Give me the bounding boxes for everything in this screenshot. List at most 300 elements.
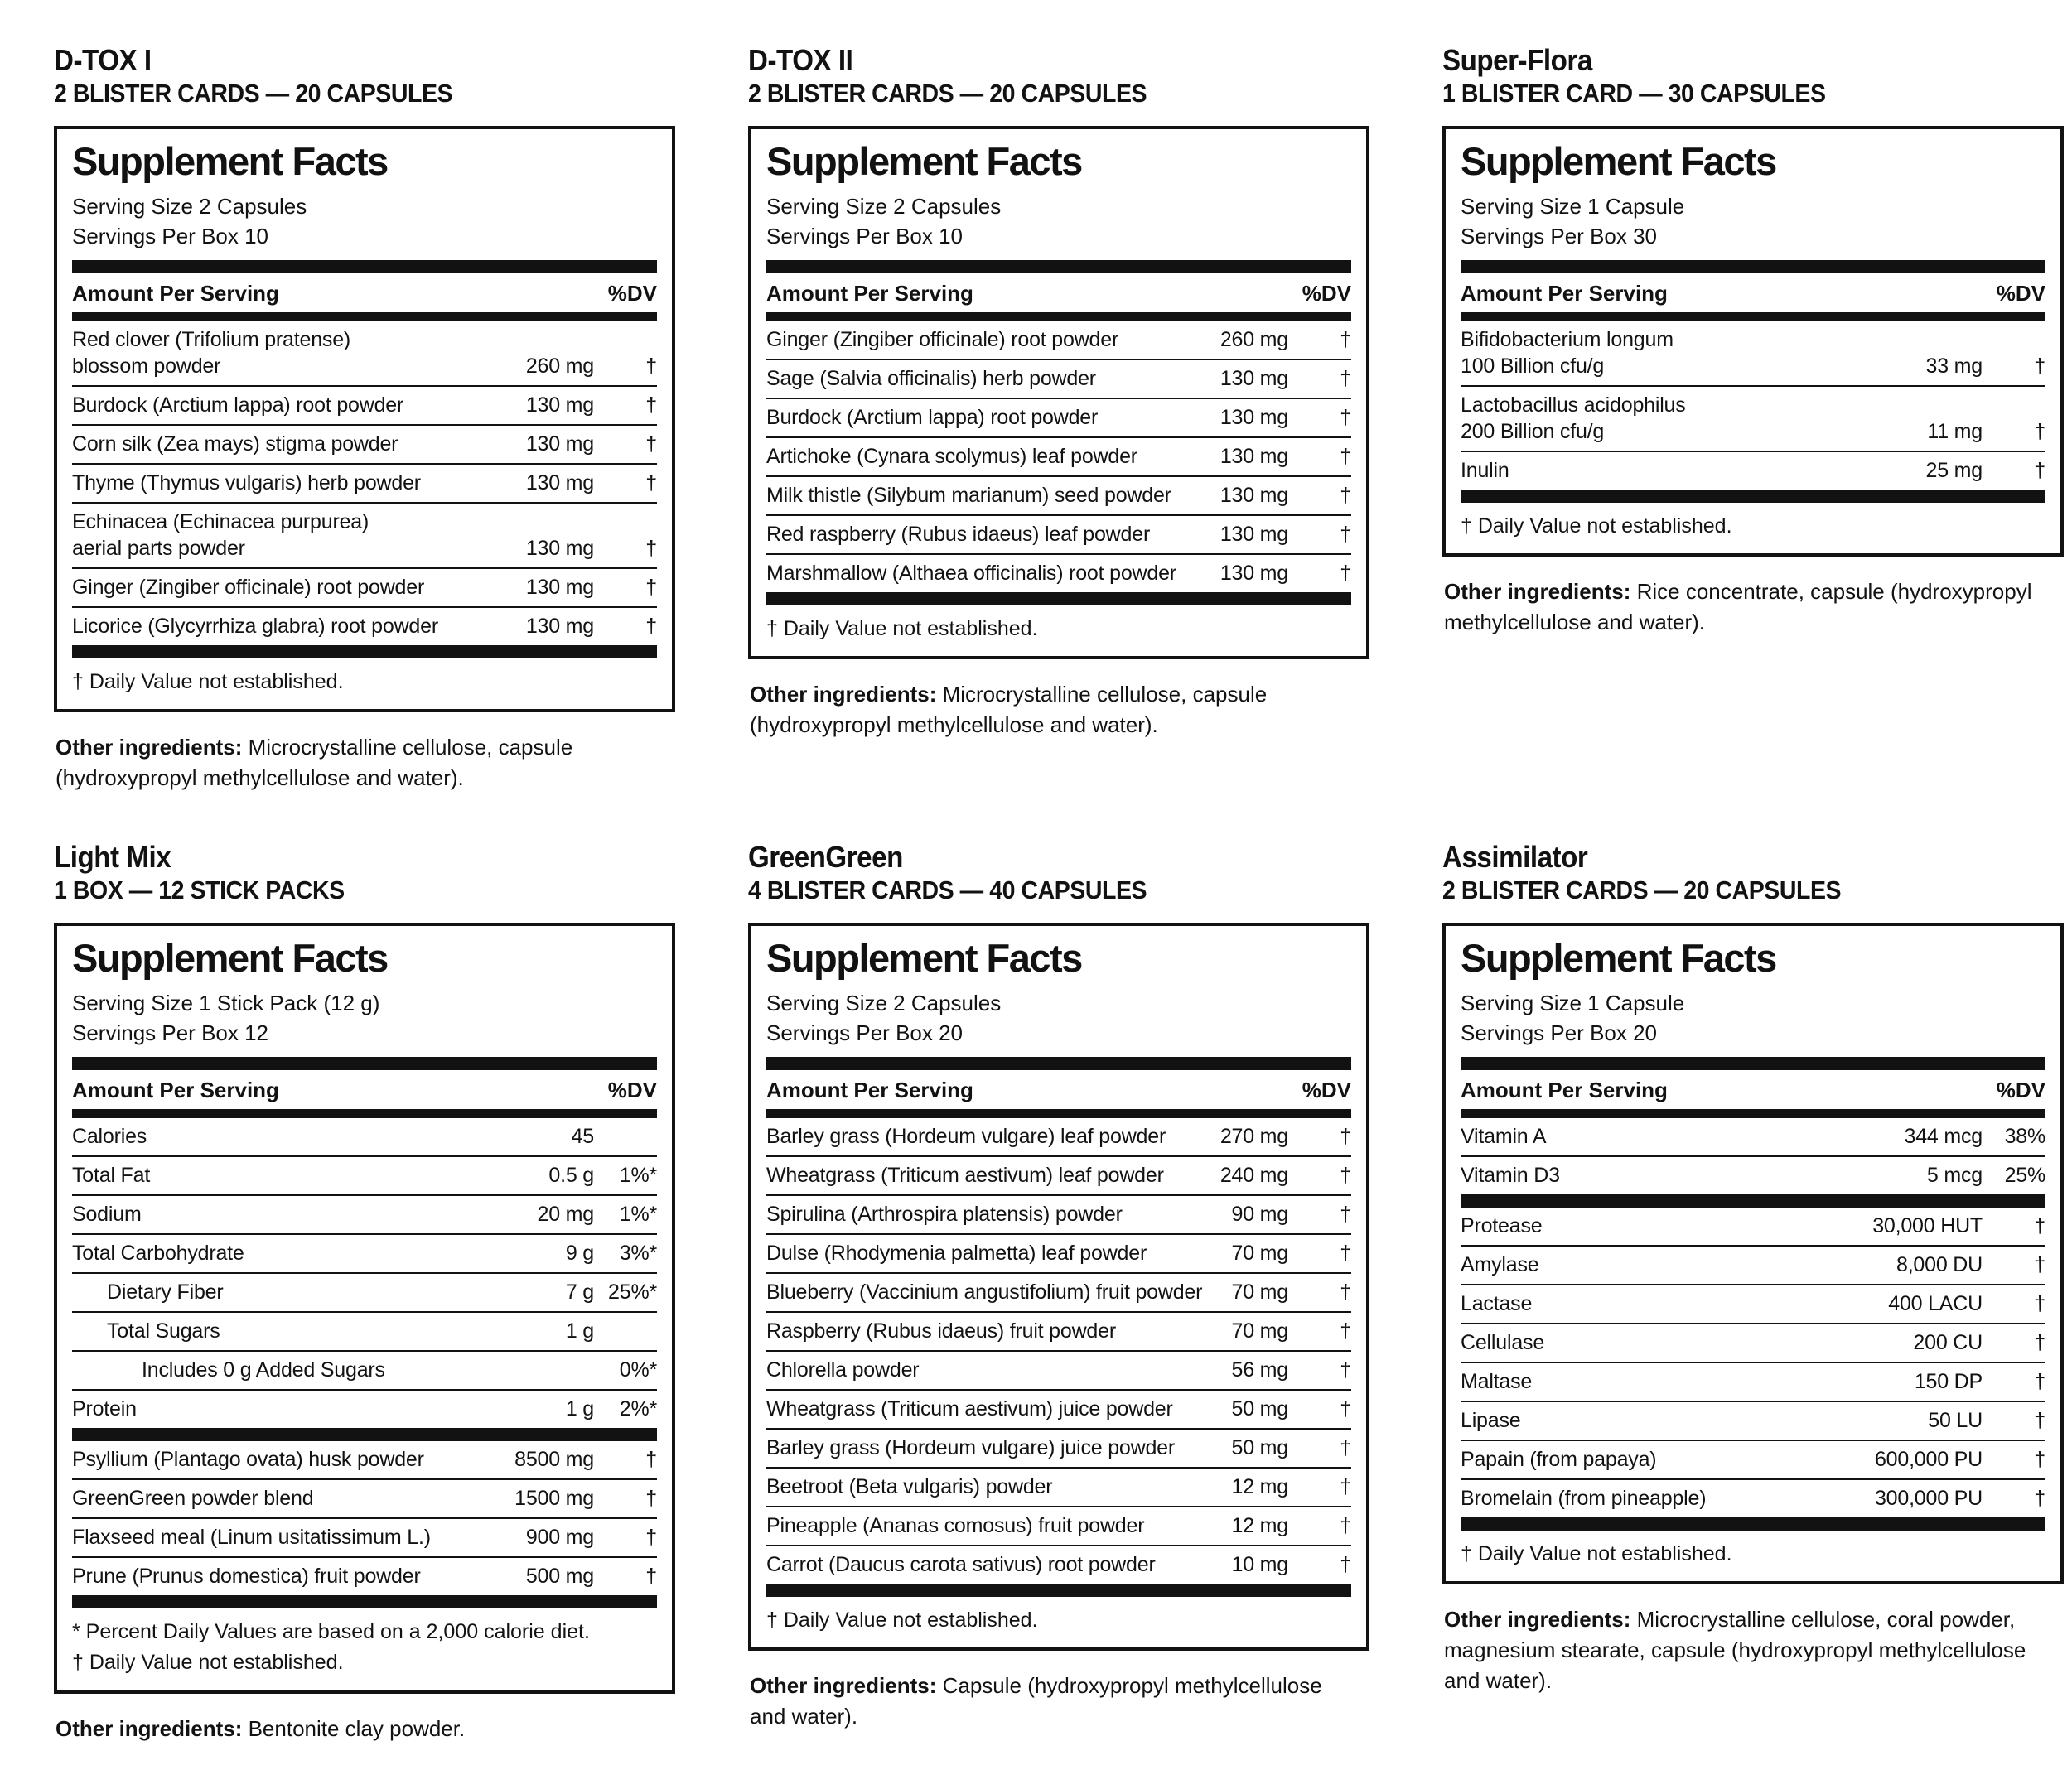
ingredient-dv: † xyxy=(2034,1486,2045,1510)
ingredient-row xyxy=(72,463,657,502)
ingredient-row xyxy=(72,385,657,424)
ingredient-name: Red clover (Trifolium pratense) blossom powder xyxy=(72,326,526,379)
column-header-row xyxy=(1461,273,2045,312)
ingredient-dv: † xyxy=(1340,366,1351,390)
ingredient-name-line2: 100 Billion cfu/g xyxy=(1461,354,1605,378)
column-header-row xyxy=(766,1070,1351,1109)
ingredient-name: Barley grass (Hordeum vulgare) juice powder xyxy=(766,1435,1175,1459)
separator-bar-thick xyxy=(766,592,1351,605)
ingredient-row xyxy=(766,1118,1351,1155)
other-ingredients-text: Rice concentrate, capsule (hydroxypropyl methylcellulose and water). xyxy=(1444,579,2032,635)
ingredient-name: Dietary Fiber xyxy=(107,1280,224,1304)
ingredient-dv: † xyxy=(2034,1330,2045,1354)
ingredient-name-line2: blossom powder xyxy=(72,354,221,378)
ingredient-amount: 1500 mg xyxy=(514,1486,594,1510)
ingredient-dv: † xyxy=(2034,419,2045,443)
ingredient-amount: 270 mg xyxy=(1220,1124,1288,1148)
column-header-row xyxy=(1461,1070,2045,1109)
ingredient-name: Sage (Salvia officinalis) herb powder xyxy=(766,366,1096,390)
ingredient-name: Burdock (Arctium lappa) root powder xyxy=(766,405,1099,429)
ingredient-dv: † xyxy=(2034,354,2045,378)
ingredient-rows xyxy=(72,321,657,645)
dv-header: %DV xyxy=(1302,1077,1351,1102)
facts-title: Supplement Facts xyxy=(72,935,388,980)
ingredient-dv: † xyxy=(2034,1369,2045,1393)
footnote: † Daily Value not established. xyxy=(72,669,344,693)
ingredient-amount: 70 mg xyxy=(1231,1319,1288,1343)
ingredient-dv: † xyxy=(645,354,657,378)
ingredient-amount: 11 mg xyxy=(1927,419,1983,443)
ingredient-dv: † xyxy=(1340,1163,1351,1187)
facts-title: Supplement Facts xyxy=(1461,138,1776,183)
ingredient-name: Cellulase xyxy=(1461,1330,1545,1354)
ingredient-amount: 130 mg xyxy=(1220,366,1288,390)
panel-super-flora xyxy=(1442,43,2064,638)
ingredient-amount: 600,000 PU xyxy=(1874,1447,1983,1471)
separator-bar-thick xyxy=(72,645,657,658)
ingredient-row xyxy=(72,1517,657,1556)
separator-bar-thick xyxy=(72,1595,657,1608)
ingredient-name: Ginger (Zingiber officinale) root powder xyxy=(72,575,425,599)
ingredient-name: Raspberry (Rubus idaeus) fruit powder xyxy=(766,1319,1116,1343)
servings-per-box: Servings Per Box 10 xyxy=(766,224,964,249)
ingredient-row xyxy=(1461,1362,2045,1401)
separator-bar-medium xyxy=(1461,1109,2045,1118)
ingredient-name: Marshmallow (Althaea officinalis) root powder xyxy=(766,561,1176,585)
ingredient-dv: † xyxy=(2034,1291,2045,1315)
supplement-facts-box xyxy=(1442,923,2064,1585)
panel-greengreen xyxy=(748,840,1369,1732)
ingredient-name: Pineapple (Ananas comosus) fruit powder xyxy=(766,1513,1145,1537)
ingredient-amount: 344 mcg xyxy=(1904,1124,1983,1148)
ingredient-dv: † xyxy=(1340,1319,1351,1343)
other-ingredients xyxy=(1444,576,2041,638)
column-header-row xyxy=(72,273,657,312)
column-header-row xyxy=(766,273,1351,312)
ingredient-amount: 500 mg xyxy=(525,1564,594,1588)
section-divider-bar xyxy=(72,1428,657,1441)
ingredient-amount: 45 xyxy=(571,1124,594,1148)
ingredient-amount: 130 mg xyxy=(1220,444,1288,468)
column-header-row xyxy=(72,1070,657,1109)
product-title-block xyxy=(1442,840,2014,906)
amount-per-serving-header: Amount Per Serving xyxy=(766,280,973,306)
other-ingredients-label: Other ingredients: xyxy=(750,1673,937,1699)
ingredient-amount: 8500 mg xyxy=(514,1447,594,1471)
ingredient-amount: 300,000 PU xyxy=(1874,1486,1983,1510)
ingredient-amount: 130 mg xyxy=(525,470,594,494)
other-ingredients-text: Bentonite clay powder. xyxy=(248,1715,466,1741)
ingredient-amount: 130 mg xyxy=(1220,483,1288,507)
ingredient-name: Chlorella powder xyxy=(766,1358,920,1382)
separator-bar-medium xyxy=(72,1109,657,1118)
ingredient-dv: † xyxy=(1340,522,1351,546)
separator-bar-thick xyxy=(72,1057,657,1070)
ingredient-row xyxy=(72,1556,657,1595)
panel-dtox-1 xyxy=(54,43,675,793)
ingredient-dv: † xyxy=(645,614,657,638)
servings-per-box: Servings Per Box 20 xyxy=(766,1020,964,1046)
other-ingredients-text: Microcrystalline cellulose, coral powder, magnesium stearate, capsule (hydroxypropyl methylcellulose and water). xyxy=(1444,1607,2026,1694)
ingredient-row xyxy=(766,321,1351,359)
separator-bar-medium xyxy=(766,1109,1351,1118)
other-ingredients-text: Microcrystalline cellulose, capsule (hydroxypropyl methylcellulose and water). xyxy=(750,682,1268,738)
ingredient-row xyxy=(72,1272,657,1311)
ingredient-row xyxy=(766,398,1351,436)
panels-grid xyxy=(54,43,2064,1744)
ingredient-amount: 70 mg xyxy=(1231,1280,1288,1304)
supplement-facts-box xyxy=(1442,126,2064,557)
ingredient-dv: † xyxy=(1340,1124,1351,1148)
ingredient-name: Corn silk (Zea mays) stigma powder xyxy=(72,432,398,456)
serving-info xyxy=(766,191,1351,252)
ingredient-name: Beetroot (Beta vulgaris) powder xyxy=(766,1474,1053,1498)
pack-info: 2 BLISTER CARDS — 20 CAPSULES xyxy=(748,79,1147,109)
facts-title: Supplement Facts xyxy=(72,138,388,183)
ingredient-row xyxy=(766,1545,1351,1584)
separator-bar-thick xyxy=(1461,1517,2045,1531)
other-ingredients xyxy=(750,679,1346,740)
ingredient-name: Calories xyxy=(72,1124,147,1148)
ingredient-amount: 130 mg xyxy=(525,536,594,560)
ingredient-rows xyxy=(766,321,1351,592)
ingredient-dv: † xyxy=(645,575,657,599)
serving-size: Serving Size 1 Capsule xyxy=(1461,991,1685,1015)
serving-size: Serving Size 1 Capsule xyxy=(1461,194,1685,219)
supplement-facts-box xyxy=(748,923,1369,1652)
ingredient-amount: 12 mg xyxy=(1231,1513,1288,1537)
ingredient-amount: 260 mg xyxy=(1220,327,1288,351)
ingredient-dv: † xyxy=(645,470,657,494)
ingredient-amount: 30,000 HUT xyxy=(1872,1213,1983,1237)
ingredient-name: Wheatgrass (Triticum aestivum) leaf powder xyxy=(766,1163,1164,1187)
ingredient-name: Lactase xyxy=(1461,1291,1533,1315)
ingredient-rows xyxy=(1461,321,2045,490)
ingredient-name: Protein xyxy=(72,1396,137,1420)
ingredient-name: Licorice (Glycyrrhiza glabra) root powder xyxy=(72,614,438,638)
serving-size: Serving Size 2 Capsules xyxy=(72,194,307,219)
ingredient-amount: 10 mg xyxy=(1231,1552,1288,1576)
serving-info xyxy=(1461,191,2045,252)
ingredient-amount: 0.5 g xyxy=(548,1163,594,1187)
ingredient-row xyxy=(72,502,657,567)
ingredient-row xyxy=(1461,1155,2045,1194)
product-title-block xyxy=(748,43,1320,109)
ingredient-amount: 50 mg xyxy=(1231,1396,1288,1420)
ingredient-dv: 1%* xyxy=(619,1163,657,1187)
ingredient-dv: 2%* xyxy=(619,1396,657,1420)
ingredient-name: Maltase xyxy=(1461,1369,1533,1393)
ingredient-row xyxy=(72,1155,657,1194)
ingredient-name: Vitamin A xyxy=(1461,1124,1547,1148)
ingredient-dv: 3%* xyxy=(619,1241,657,1265)
ingredient-name: Spirulina (Arthrospira platensis) powder xyxy=(766,1202,1123,1226)
ingredient-row xyxy=(766,1428,1351,1467)
ingredient-name: Dulse (Rhodymenia palmetta) leaf powder xyxy=(766,1241,1147,1265)
other-ingredients xyxy=(56,732,652,793)
ingredient-row xyxy=(766,514,1351,553)
ingredient-dv: † xyxy=(1340,444,1351,468)
panel-dtox-2 xyxy=(748,43,1369,740)
separator-bar-thick xyxy=(766,1584,1351,1597)
pack-info: 2 BLISTER CARDS — 20 CAPSULES xyxy=(1442,875,1842,905)
product-title-block xyxy=(54,43,625,109)
ingredient-dv: † xyxy=(645,1447,657,1471)
ingredient-amount: 5 mcg xyxy=(1926,1163,1983,1187)
ingredient-row xyxy=(766,359,1351,398)
footnotes xyxy=(72,658,657,698)
ingredient-row xyxy=(1461,1478,2045,1517)
supplement-facts-box xyxy=(54,126,675,713)
ingredient-name: Sodium xyxy=(72,1202,142,1226)
serving-info xyxy=(1461,988,2045,1049)
servings-per-box: Servings Per Box 12 xyxy=(72,1020,269,1046)
other-ingredients-label: Other ingredients: xyxy=(56,1715,243,1741)
other-ingredients-label: Other ingredients: xyxy=(56,735,243,760)
ingredient-dv: † xyxy=(645,1525,657,1549)
separator-bar-thick xyxy=(766,260,1351,273)
ingredient-name: Total Sugars xyxy=(107,1319,220,1343)
ingredient-name: Prune (Prunus domestica) fruit powder xyxy=(72,1564,421,1588)
ingredient-name: Red raspberry (Rubus idaeus) leaf powder xyxy=(766,522,1151,546)
ingredient-amount: 70 mg xyxy=(1231,1241,1288,1265)
amount-per-serving-header: Amount Per Serving xyxy=(72,1077,279,1102)
serving-info xyxy=(72,988,657,1049)
ingredient-dv: † xyxy=(1340,1280,1351,1304)
footnotes xyxy=(1461,1531,2045,1570)
other-ingredients xyxy=(750,1671,1346,1732)
ingredient-dv: † xyxy=(645,1486,657,1510)
ingredient-row xyxy=(1461,1208,2045,1245)
ingredient-dv: † xyxy=(1340,1474,1351,1498)
ingredient-amount: 130 mg xyxy=(1220,405,1288,429)
ingredient-name: Includes 0 g Added Sugars xyxy=(142,1358,385,1382)
ingredient-amount: 50 LU xyxy=(1928,1408,1983,1432)
ingredient-dv: † xyxy=(1340,1396,1351,1420)
ingredient-rows xyxy=(766,1118,1351,1584)
ingredient-name-line2: aerial parts powder xyxy=(72,536,245,560)
ingredient-amount: 130 mg xyxy=(525,393,594,417)
ingredient-row xyxy=(72,1233,657,1272)
ingredient-name: Ginger (Zingiber officinale) root powder xyxy=(766,327,1119,351)
separator-bar-medium xyxy=(1461,312,2045,321)
ingredient-dv: † xyxy=(1340,405,1351,429)
serving-size: Serving Size 1 Stick Pack (12 g) xyxy=(72,991,380,1015)
ingredient-amount: 20 mg xyxy=(537,1202,594,1226)
ingredient-row xyxy=(766,436,1351,475)
pack-info: 4 BLISTER CARDS — 40 CAPSULES xyxy=(748,875,1147,905)
product-title-block xyxy=(1442,43,2014,109)
ingredient-dv: † xyxy=(1340,1552,1351,1576)
ingredient-name: Artichoke (Cynara scolymus) leaf powder xyxy=(766,444,1137,468)
ingredient-amount: 150 DP xyxy=(1914,1369,1983,1393)
separator-bar-medium xyxy=(766,312,1351,321)
ingredient-amount: 25 mg xyxy=(1925,458,1983,482)
ingredient-name: Papain (from papaya) xyxy=(1461,1447,1657,1471)
panel-light-mix xyxy=(54,840,675,1744)
dv-header: %DV xyxy=(1996,1077,2045,1102)
ingredient-amount: 33 mg xyxy=(1925,354,1983,378)
separator-bar-thick xyxy=(1461,1057,2045,1070)
amount-per-serving-header: Amount Per Serving xyxy=(72,280,279,306)
ingredient-name: Protease xyxy=(1461,1213,1543,1237)
separator-bar-medium xyxy=(72,312,657,321)
footnote: † Daily Value not established. xyxy=(766,616,1038,640)
ingredient-row xyxy=(1461,385,2045,451)
ingredient-dv: † xyxy=(2034,1213,2045,1237)
ingredient-name: Burdock (Arctium lappa) root powder xyxy=(72,393,404,417)
ingredient-amount: 130 mg xyxy=(1220,522,1288,546)
ingredient-dv: 1%* xyxy=(619,1202,657,1226)
separator-bar-thick xyxy=(766,1057,1351,1070)
product-name: GreenGreen xyxy=(748,840,903,874)
ingredient-name: Psyllium (Plantago ovata) husk powder xyxy=(72,1447,424,1471)
ingredient-dv: 25%* xyxy=(608,1280,657,1304)
ingredient-amount: 400 LACU xyxy=(1888,1291,1983,1315)
ingredient-row xyxy=(1461,1323,2045,1362)
ingredient-name: Inulin xyxy=(1461,458,1509,482)
footnote: † Daily Value not established. xyxy=(766,1608,1038,1632)
ingredient-name: Barley grass (Hordeum vulgare) leaf powder xyxy=(766,1124,1166,1148)
ingredient-dv: † xyxy=(1340,327,1351,351)
ingredient-name: Amylase xyxy=(1461,1252,1539,1276)
amount-per-serving-header: Amount Per Serving xyxy=(1461,280,1668,306)
pack-info: 1 BOX — 12 STICK PACKS xyxy=(54,875,345,905)
ingredient-dv: † xyxy=(645,432,657,456)
ingredient-name: Blueberry (Vaccinium angustifolium) fruit powder xyxy=(766,1280,1203,1304)
ingredient-dv: † xyxy=(1340,1241,1351,1265)
ingredient-name: Lipase xyxy=(1461,1408,1521,1432)
servings-per-box: Servings Per Box 20 xyxy=(1461,1020,1658,1046)
ingredient-dv: † xyxy=(645,393,657,417)
ingredient-amount: 130 mg xyxy=(1220,561,1288,585)
amount-per-serving-header: Amount Per Serving xyxy=(766,1077,973,1102)
ingredient-name: Milk thistle (Silybum marianum) seed powder xyxy=(766,483,1171,507)
ingredient-amount: 200 CU xyxy=(1913,1330,1983,1354)
ingredient-name: Vitamin D3 xyxy=(1461,1163,1560,1187)
footnote: † Daily Value not established. xyxy=(1461,514,1732,538)
separator-bar-thick xyxy=(72,260,657,273)
ingredient-row xyxy=(72,1194,657,1233)
ingredient-name: Bifidobacterium longum 100 Billion cfu/g xyxy=(1461,326,1926,379)
ingredient-name: Wheatgrass (Triticum aestivum) juice powder xyxy=(766,1396,1173,1420)
other-ingredients-label: Other ingredients: xyxy=(1444,1607,1631,1633)
ingredient-name: Total Fat xyxy=(72,1163,151,1187)
dv-header: %DV xyxy=(607,280,657,306)
product-title-block xyxy=(54,840,625,906)
supplement-facts-box xyxy=(748,126,1369,660)
ingredient-row xyxy=(72,1118,657,1155)
ingredient-rows xyxy=(72,1118,657,1595)
footnote: † Daily Value not established. xyxy=(1461,1541,1732,1565)
ingredient-row xyxy=(1461,1440,2045,1478)
ingredient-dv: † xyxy=(2034,1408,2045,1432)
ingredient-amount: 90 mg xyxy=(1231,1202,1288,1226)
serving-size: Serving Size 2 Capsules xyxy=(766,194,1002,219)
footnotes xyxy=(72,1608,657,1679)
other-ingredients-label: Other ingredients: xyxy=(750,682,937,707)
ingredient-name: Bromelain (from pineapple) xyxy=(1461,1486,1707,1510)
ingredient-dv: † xyxy=(645,1564,657,1588)
ingredient-name-line2: 200 Billion cfu/g xyxy=(1461,419,1605,443)
footnotes xyxy=(766,605,1351,645)
ingredient-amount: 1 g xyxy=(565,1396,594,1420)
ingredient-row xyxy=(1461,1284,2045,1323)
ingredient-name: Lactobacillus acidophilus 200 Billion cfu/g xyxy=(1461,392,1927,445)
ingredient-dv: † xyxy=(1340,1202,1351,1226)
facts-title: Supplement Facts xyxy=(766,138,1082,183)
other-ingredients-text: Microcrystalline cellulose, capsule (hydroxypropyl methylcellulose and water). xyxy=(56,735,573,791)
ingredient-amount: 130 mg xyxy=(525,614,594,638)
ingredient-name: Total Carbohydrate xyxy=(72,1241,244,1265)
dv-header: %DV xyxy=(1302,280,1351,306)
ingredient-row xyxy=(766,1467,1351,1506)
ingredient-dv: 25% xyxy=(2004,1163,2045,1187)
ingredient-amount: 56 mg xyxy=(1231,1358,1288,1382)
ingredient-row xyxy=(72,1350,657,1389)
ingredient-row xyxy=(766,475,1351,514)
separator-bar-thick xyxy=(1461,490,2045,503)
ingredient-row xyxy=(1461,1401,2045,1440)
ingredient-amount: 9 g xyxy=(565,1241,594,1265)
serving-info xyxy=(766,988,1351,1049)
other-ingredients-label: Other ingredients: xyxy=(1444,579,1631,605)
ingredient-dv: 0%* xyxy=(619,1358,657,1382)
product-name: D-TOX II xyxy=(748,43,853,77)
ingredient-row xyxy=(766,1389,1351,1428)
product-title-block xyxy=(748,840,1320,906)
other-ingredients xyxy=(56,1714,652,1744)
ingredient-row xyxy=(72,321,657,385)
ingredient-amount: 1 g xyxy=(565,1319,594,1343)
ingredient-row xyxy=(766,1506,1351,1545)
ingredient-name: Flaxseed meal (Linum usitatissimum L.) xyxy=(72,1525,431,1549)
ingredient-dv: † xyxy=(1340,1358,1351,1382)
product-name: Super-Flora xyxy=(1442,43,1592,77)
facts-title: Supplement Facts xyxy=(1461,935,1776,980)
ingredient-name: Thyme (Thymus vulgaris) herb powder xyxy=(72,470,421,494)
ingredient-row xyxy=(766,1311,1351,1350)
ingredient-row xyxy=(766,1272,1351,1311)
ingredient-row xyxy=(72,606,657,645)
product-name: Light Mix xyxy=(54,840,171,874)
ingredient-dv: † xyxy=(2034,458,2045,482)
ingredient-row xyxy=(766,1350,1351,1389)
ingredient-row xyxy=(1461,321,2045,385)
ingredient-dv: 38% xyxy=(2004,1124,2045,1148)
ingredient-amount: 130 mg xyxy=(525,432,594,456)
product-name: Assimilator xyxy=(1442,840,1588,874)
ingredient-row xyxy=(72,567,657,606)
dv-header: %DV xyxy=(607,1077,657,1102)
separator-bar-thick xyxy=(1461,260,2045,273)
amount-per-serving-header: Amount Per Serving xyxy=(1461,1077,1668,1102)
ingredient-row xyxy=(766,553,1351,592)
section-divider-bar xyxy=(1461,1194,2045,1208)
ingredient-row xyxy=(72,1441,657,1478)
ingredient-amount: 50 mg xyxy=(1231,1435,1288,1459)
ingredient-amount: 260 mg xyxy=(525,354,594,378)
serving-size: Serving Size 2 Capsules xyxy=(766,991,1002,1015)
footnote: † Daily Value not established. xyxy=(72,1651,344,1675)
facts-title: Supplement Facts xyxy=(766,935,1082,980)
ingredient-name: Echinacea (Echinacea purpurea) aerial parts powder xyxy=(72,509,526,562)
ingredient-row xyxy=(72,1311,657,1350)
ingredient-row xyxy=(766,1194,1351,1233)
product-name: D-TOX I xyxy=(54,43,152,77)
ingredient-amount: 7 g xyxy=(565,1280,594,1304)
other-ingredients xyxy=(1444,1604,2041,1696)
